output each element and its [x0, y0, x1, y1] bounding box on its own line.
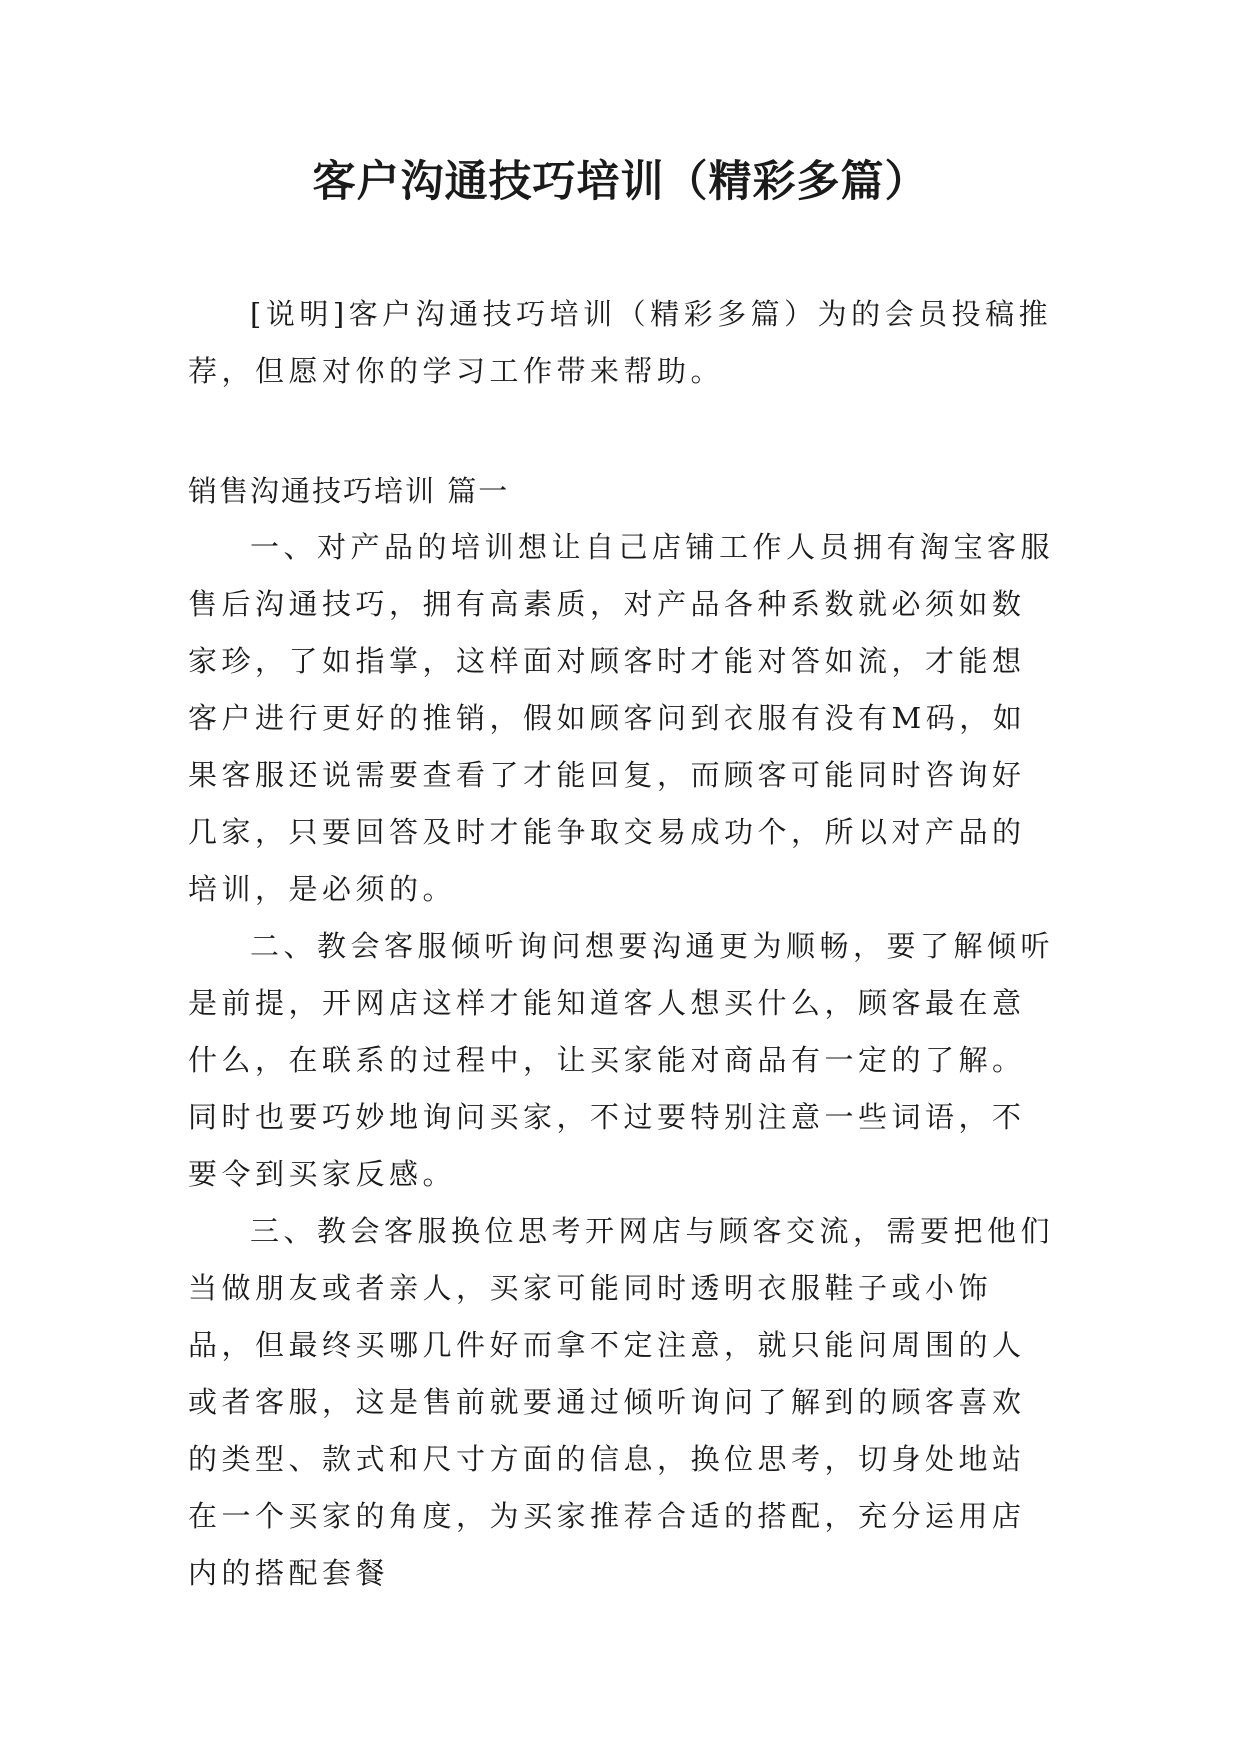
body-paragraph-3: 三、教会客服换位思考开网店与顾客交流，需要把他们当做朋友或者亲人，买家可能同时透明衣服鞋子或小饰品，但最终买哪几件好而拿不定注意，就只能问周围的人或者客服，这是售前就要通过倾听询问了解到的顾客喜欢的类型、款式和尺寸方面的信息，换位思考，切身处地站在一个买家的角度，为买家推荐合适的搭配，充分运用店内的搭配套餐	[188, 1214, 1055, 1590]
intro-paragraph: [说明]客户沟通技巧培训（精彩多篇）为的会员投稿推荐，但愿对你的学习工作带来帮助。	[188, 297, 1053, 388]
section-heading: 销售沟通技巧培训 篇一	[188, 474, 510, 508]
document-title: 客户沟通技巧培训（精彩多篇）	[312, 157, 929, 207]
section-body	[188, 519, 1054, 1602]
body-paragraph-1: 一、对产品的培训想让自己店铺工作人员拥有淘宝客服售后沟通技巧，拥有高素质，对产品各种系数就必须如数家珍，了如指掌，这样面对顾客时才能对答如流，才能想客户进行更好的推销，假如顾客问到衣服有没有M码，如果客服还说需要查看了才能回复，而顾客可能同时咨询好几家，只要回答及时才能争取交易成功个，所以对产品的培训，是必须的。	[188, 530, 1055, 906]
body-paragraph-2: 二、教会客服倾听询问想要沟通更为顺畅，要了解倾听是前提，开网店这样才能知道客人想买什么，顾客最在意什么，在联系的过程中，让买家能对商品有一定的了解。同时也要巧妙地询问买家，不过要特别注意一些词语，不要令到买家反感。	[188, 929, 1055, 1191]
